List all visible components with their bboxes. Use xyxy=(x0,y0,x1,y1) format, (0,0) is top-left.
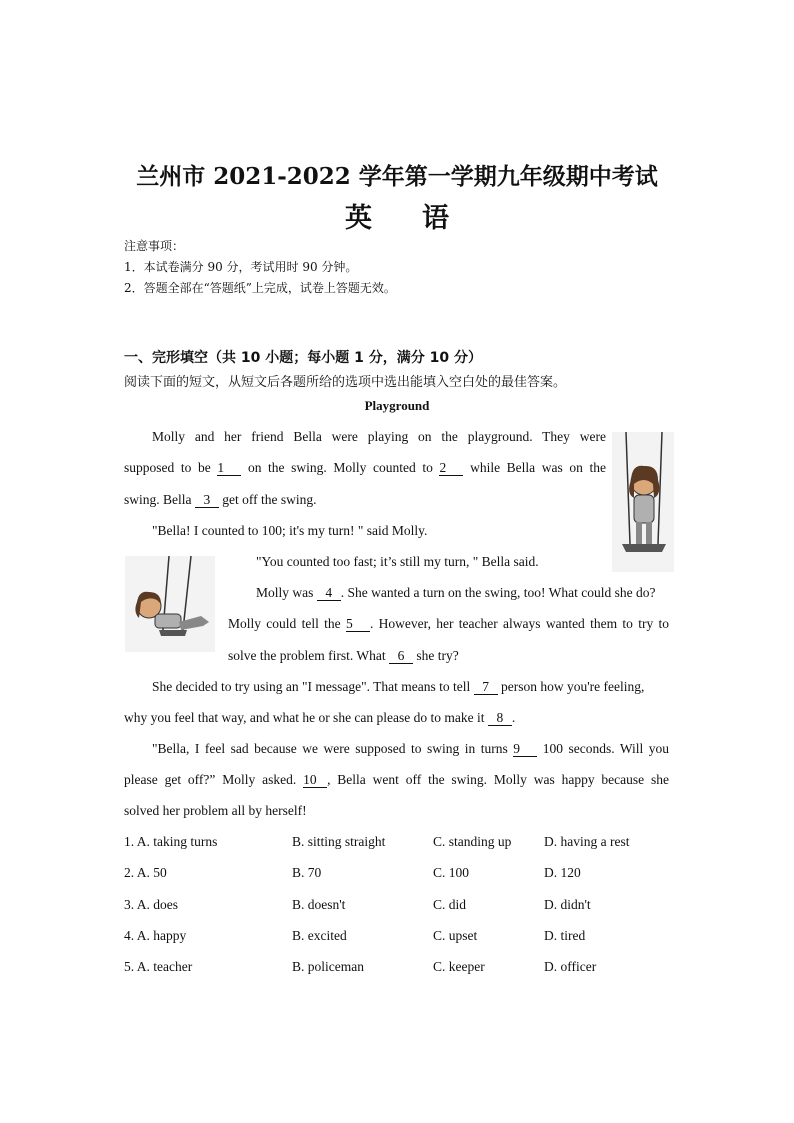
option-5a[interactable]: 5. A. teacher xyxy=(124,959,193,975)
option-5c[interactable]: C. keeper xyxy=(433,959,485,975)
passage-line: please get off?” Molly asked. 10 , Bella went off the swing. Molly was happy because she xyxy=(124,772,670,787)
section-heading: 一、完形填空（共 10 小题；每小题 1 分，满分 10 分） xyxy=(124,350,482,366)
blank-1[interactable]: 1 xyxy=(217,461,241,476)
option-1d[interactable]: D. having a rest xyxy=(544,834,630,849)
option-3c[interactable]: C. did xyxy=(433,896,467,912)
section-instruction: 阅读下面的短文，从短文后各题所给的选项中选出能填入空白处的最佳答案。 xyxy=(124,375,567,390)
passage-line: "Bella! I counted to 100; it's my turn! " said Molly. xyxy=(152,523,428,538)
note-item: 1．本试卷满分 90 分，考试用时 90 分钟。 xyxy=(124,260,358,274)
option-2c[interactable]: C. 100 xyxy=(433,865,470,881)
girl-swinging-illustration-left xyxy=(125,556,215,652)
exam-title: 兰州市 2021-2022 学年第一学期九年级期中考试 xyxy=(136,163,658,190)
option-4d[interactable]: D. tired xyxy=(544,927,586,943)
passage-line: solve the problem first. What 6 she try? xyxy=(228,648,459,663)
option-2b[interactable]: B. 70 xyxy=(292,865,322,881)
note-item: 2．答题全部在“答题纸”上完成，试卷上答题无效。 xyxy=(124,281,396,295)
blank-4[interactable]: 4 xyxy=(317,586,341,601)
subject-char-2: 语 xyxy=(422,203,449,234)
passage-line: Molly could tell the 5 . However, her teacher always wanted them to try to xyxy=(228,616,669,631)
passage-line: solved her problem all by herself! xyxy=(124,803,307,818)
notes-heading: 注意事项： xyxy=(124,239,185,253)
passage-line: Molly and her friend Bella were playing on the playground. They were xyxy=(152,429,606,444)
blank-8[interactable]: 8 xyxy=(488,711,512,726)
blank-2[interactable]: 2 xyxy=(439,461,463,476)
option-3a[interactable]: 3. A. does xyxy=(124,896,178,912)
blank-9[interactable]: 9 xyxy=(513,742,537,757)
option-2d[interactable]: D. 120 xyxy=(544,865,581,881)
passage-line: why you feel that way, and what he or she can please do to make it 8 . xyxy=(124,710,516,725)
passage-line: Molly was 4 . She wanted a turn on the swing, too! What could she do? xyxy=(256,585,656,600)
subject-heading xyxy=(0,196,794,235)
passage-title: Playground xyxy=(364,398,430,413)
option-4c[interactable]: C. upset xyxy=(433,927,478,943)
option-4b[interactable]: B. excited xyxy=(292,927,347,943)
option-5b[interactable]: B. policeman xyxy=(292,959,364,975)
option-3d[interactable]: D. didn't xyxy=(544,896,591,912)
blank-5[interactable]: 5 xyxy=(346,617,370,632)
subject-char-1: 英 xyxy=(345,203,372,234)
blank-6[interactable]: 6 xyxy=(389,649,413,664)
blank-7[interactable]: 7 xyxy=(474,680,498,695)
passage-line: supposed to be 1 on the swing. Molly counted to 2 while Bella was on the xyxy=(124,460,606,475)
option-5d[interactable]: D. officer xyxy=(544,959,597,975)
passage-line: She decided to try using an "I message". That means to tell 7 person how you're feeling, xyxy=(152,679,645,694)
option-1b[interactable]: B. sitting straight xyxy=(292,834,386,849)
blank-3[interactable]: 3 xyxy=(195,493,219,508)
option-4a[interactable]: 4. A. happy xyxy=(124,927,187,943)
blank-10[interactable]: 10 xyxy=(303,773,327,788)
option-1c[interactable]: C. standing up xyxy=(433,834,512,849)
option-3b[interactable]: B. doesn't xyxy=(292,896,346,912)
passage-line: "Bella, I feel sad because we were supposed to swing in turns 9 100 seconds. Will you xyxy=(152,741,670,756)
girl-on-swing-illustration-right xyxy=(612,432,674,572)
passage-line: "You counted too fast; it’s still my turn, " Bella said. xyxy=(256,554,539,569)
option-1a[interactable]: 1. A. taking turns xyxy=(124,834,218,849)
notes-block xyxy=(124,236,396,299)
option-2a[interactable]: 2. A. 50 xyxy=(124,865,167,881)
passage-line: swing. Bella 3 get off the swing. xyxy=(124,492,317,507)
